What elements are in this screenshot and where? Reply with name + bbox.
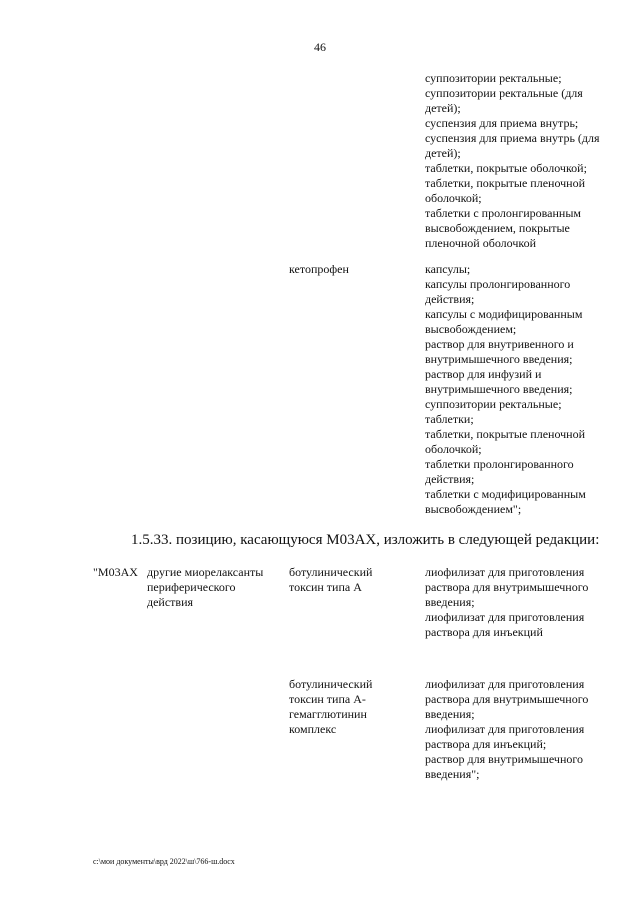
form-item: капсулы; bbox=[425, 262, 471, 276]
form-item: суспензия для приема внутрь (для детей); bbox=[425, 131, 600, 160]
continued-forms-list bbox=[425, 71, 605, 251]
form-item: суспензия для приема внутрь; bbox=[425, 116, 579, 130]
form-item: таблетки пролонгированного действия; bbox=[425, 457, 574, 486]
ketoprofen-forms-list bbox=[425, 262, 605, 517]
form-item: суппозитории ректальные; bbox=[425, 397, 562, 411]
form-item: лиофилизат для приготовления раствора для инъекций; bbox=[425, 722, 585, 751]
form-item: таблетки с пролонгированным высвобождением, покрытые пленочной оболочкой bbox=[425, 206, 582, 250]
atc-group-name: другие миорелаксанты периферического действия bbox=[147, 565, 264, 609]
footer-file-path: c:\мои документы\врд 2022\ш\766-ш.docx bbox=[93, 857, 235, 866]
form-item: лиофилизат для приготовления раствора для инъекций bbox=[425, 610, 585, 639]
form-item: раствор для внутривенного и внутримышечного введения; bbox=[425, 337, 574, 366]
form-item: раствор для инфузий и внутримышечного введения; bbox=[425, 367, 573, 396]
form-item: лиофилизат для приготовления раствора для внутримышечного введения; bbox=[425, 677, 589, 721]
form-item: капсулы пролонгированного действия; bbox=[425, 277, 571, 306]
form-item: капсулы с модифицированным высвобождением; bbox=[425, 307, 583, 336]
botulinum-hemagglutinin-forms-list bbox=[425, 677, 605, 782]
form-item: раствор для внутримышечного введения"; bbox=[425, 752, 583, 781]
drug-name-botulinum-a-hemagglutinin: ботулинический токсин типа А-гемагглютинин комплекс bbox=[289, 677, 373, 736]
drug-name-ketoprofen: кетопрофен bbox=[289, 262, 349, 276]
form-item: суппозитории ректальные; bbox=[425, 71, 562, 85]
botulinum-a-forms-list bbox=[425, 565, 605, 640]
page-number: 46 bbox=[314, 40, 326, 54]
form-item: суппозитории ректальные (для детей); bbox=[425, 86, 583, 115]
drug-name-botulinum-a: ботулинический токсин типа А bbox=[289, 565, 373, 594]
form-item: таблетки, покрытые оболочкой; bbox=[425, 161, 587, 175]
form-item: таблетки, покрытые пленочной оболочкой; bbox=[425, 176, 586, 205]
amendment-instruction: 1.5.33. позицию, касающуюся М03АХ, изложить в следующей редакции: bbox=[131, 532, 600, 548]
form-item: таблетки с модифицированным высвобождением"; bbox=[425, 487, 586, 516]
atc-code: "М03АХ bbox=[93, 565, 138, 579]
form-item: лиофилизат для приготовления раствора для внутримышечного введения; bbox=[425, 565, 589, 609]
form-item: таблетки; bbox=[425, 412, 474, 426]
form-item: таблетки, покрытые пленочной оболочкой; bbox=[425, 427, 586, 456]
